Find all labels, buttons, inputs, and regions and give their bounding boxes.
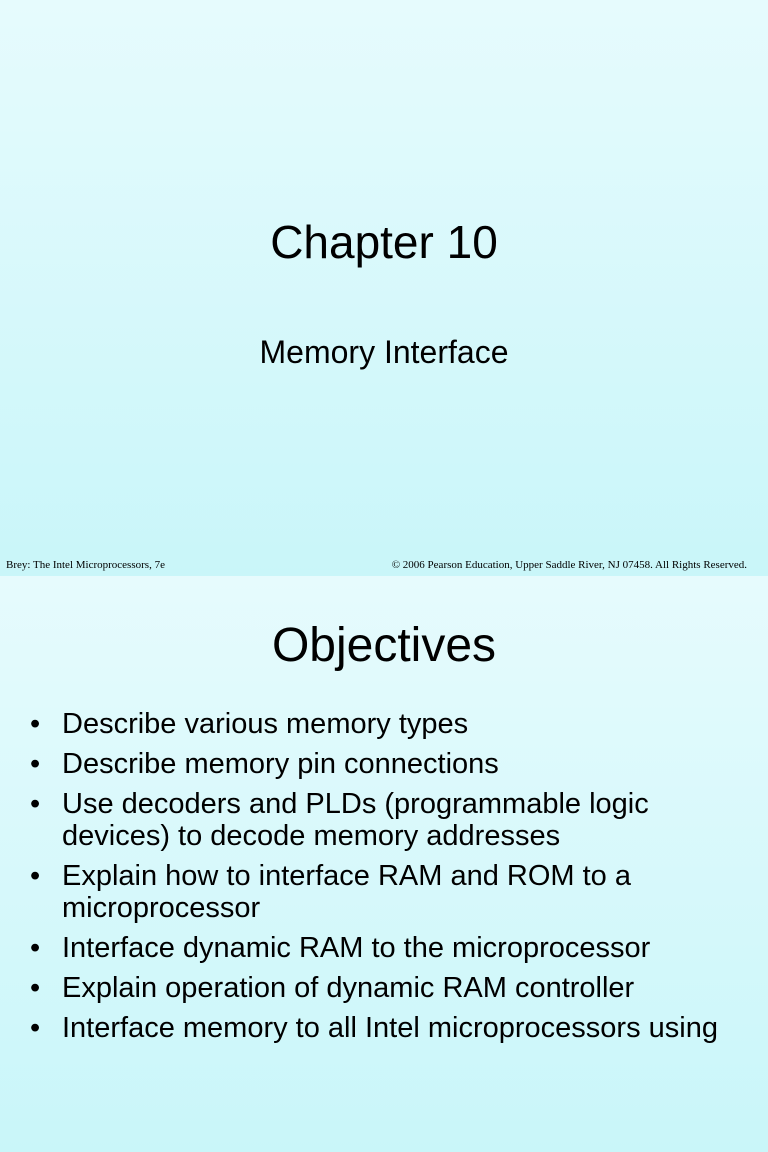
list-item-text: Describe various memory types <box>62 708 469 740</box>
list-item <box>30 748 750 780</box>
list-item <box>30 708 750 740</box>
objectives-slide <box>0 576 768 1152</box>
bullet-icon: • <box>30 1012 41 1044</box>
bullet-icon: • <box>30 788 41 820</box>
list-item <box>30 932 750 964</box>
chapter-subtitle: Memory Interface <box>259 334 509 370</box>
bullet-icon: • <box>30 972 41 1004</box>
bullet-icon: • <box>30 708 41 740</box>
chapter-title: Chapter 10 <box>270 216 498 268</box>
list-item-text: Interface memory to all Intel microprocessors using <box>62 1012 718 1044</box>
list-item-text: Describe memory pin connections <box>62 748 499 780</box>
objectives-title: Objectives <box>271 619 497 672</box>
list-item <box>30 972 750 1004</box>
list-item <box>30 788 750 852</box>
list-item <box>30 860 750 924</box>
list-item-text: Explain operation of dynamic RAM controller <box>62 972 635 1004</box>
list-item-text: Interface dynamic RAM to the microprocessor <box>62 932 651 964</box>
objectives-list <box>30 708 750 1052</box>
bullet-icon: • <box>30 748 41 780</box>
footer-book-credit: Brey: The Intel Microprocessors, 7e <box>6 559 165 571</box>
list-item-text: Use decoders and PLDs (programmable logic devices) to decode memory addresses <box>62 788 649 852</box>
footer-copyright: © 2006 Pearson Education, Upper Saddle River, NJ 07458. All Rights Reserved. <box>391 559 747 571</box>
bullet-icon: • <box>30 860 41 892</box>
bullet-icon: • <box>30 932 41 964</box>
list-item-text: Explain how to interface RAM and ROM to a microprocessor <box>62 860 631 924</box>
list-item <box>30 1012 750 1044</box>
